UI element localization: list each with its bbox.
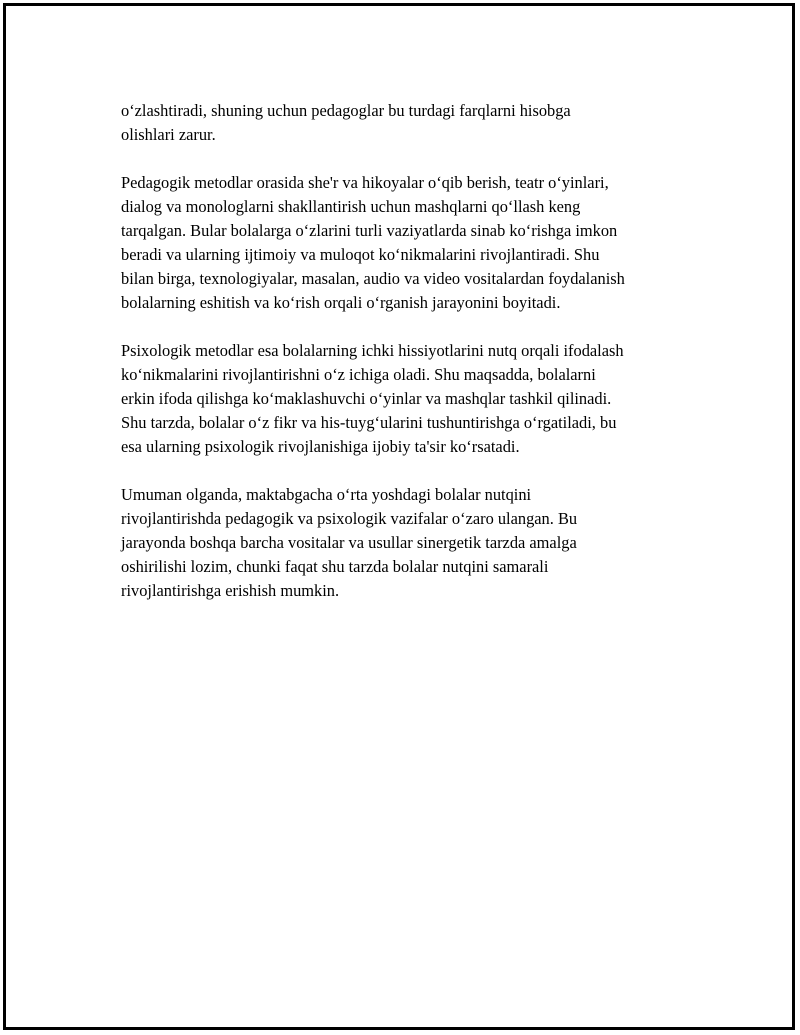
text-line: bolalarning eshitish va ko‘rish orqali o‘rganish jarayonini boyitadi. <box>121 293 561 312</box>
text-line: olishlari zarur. <box>121 125 216 144</box>
paragraph-1 <box>121 99 701 147</box>
paragraph-3 <box>121 339 701 459</box>
text-line: Umuman olganda, maktabgacha o‘rta yoshdagi bolalar nutqini <box>121 485 532 504</box>
paragraph-4 <box>121 483 701 603</box>
text-line: rivojlantirishga erishish mumkin. <box>121 581 340 600</box>
text-line: tarqalgan. Bular bolalarga o‘zlarini turli vaziyatlarda sinab ko‘rishga imkon <box>121 221 618 240</box>
text-line: Shu tarzda, bolalar o‘z fikr va his-tuyg‘ularini tushuntirishga o‘rgatiladi, bu <box>121 413 617 432</box>
text-line: beradi va ularning ijtimoiy va muloqot ko‘nikmalarini rivojlantiradi. Shu <box>121 245 600 264</box>
text-line: Pedagogik metodlar orasida she'r va hikoyalar o‘qib berish, teatr o‘yinlari, <box>121 173 609 192</box>
text-line: o‘zlashtiradi, shuning uchun pedagoglar bu turdagi farqlarni hisobga <box>121 101 571 120</box>
text-line: erkin ifoda qilishga ko‘maklashuvchi o‘yinlar va mashqlar tashkil qilinadi. <box>121 389 612 408</box>
text-line: dialog va monologlarni shakllantirish uchun mashqlarni qo‘llash keng <box>121 197 581 216</box>
text-line: oshirilishi lozim, chunki faqat shu tarzda bolalar nutqini samarali <box>121 557 549 576</box>
text-line: Psixologik metodlar esa bolalarning ichki hissiyotlarini nutq orqali ifodalash <box>121 341 624 360</box>
page-body <box>121 99 701 627</box>
text-line: jarayonda boshqa barcha vositalar va usullar sinergetik tarzda amalga <box>121 533 577 552</box>
text-line: ko‘nikmalarini rivojlantirishni o‘z ichiga oladi. Shu maqsadda, bolalarni <box>121 365 596 384</box>
text-line: bilan birga, texnologiyalar, masalan, audio va video vositalardan foydalanish <box>121 269 625 288</box>
text-line: esa ularning psixologik rivojlanishiga ijobiy ta'sir ko‘rsatadi. <box>121 437 520 456</box>
document-page <box>3 3 795 1030</box>
text-line: rivojlantirishda pedagogik va psixologik vazifalar o‘zaro ulangan. Bu <box>121 509 578 528</box>
paragraph-2 <box>121 171 701 315</box>
